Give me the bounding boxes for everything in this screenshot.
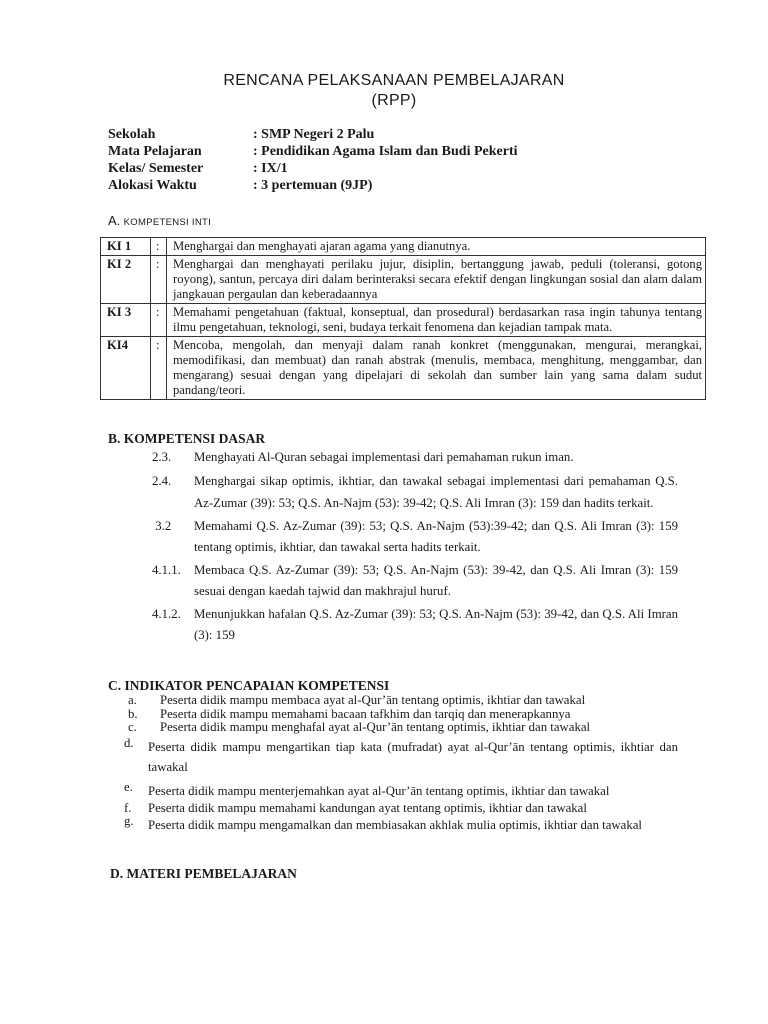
indikator-letter: a. xyxy=(128,693,137,707)
ki-separator: : xyxy=(151,337,167,400)
indikator-text: Peserta didik mampu menterjemahkan ayat al-Qur’ān tentang optimis, ikhtiar dan tawakal xyxy=(148,783,610,798)
info-value: : SMP Negeri 2 Palu xyxy=(253,127,375,142)
list-item xyxy=(152,516,678,558)
document-title: RENCANA PELAKSANAAN PEMBELAJARAN xyxy=(223,72,565,89)
indikator-text: Peserta didik mampu menghafal ayat al-Qur’ān tentang optimis, ikhtiar dan tawakal xyxy=(160,720,591,735)
ki-code: KI4 xyxy=(101,337,151,400)
info-value: : 3 pertemuan (9JP) xyxy=(253,178,373,193)
list-item xyxy=(128,708,678,722)
kompetensi-dasar-list xyxy=(152,447,678,647)
kd-number: 4.1.2. xyxy=(152,607,181,621)
kd-text: Menghargai sikap optimis, ikhtiar, dan tawakal sebagai implementasi dari pemahaman Q.S. Az-Zumar (39): 53; Q.S. An-Najm (53): 39-42; Q.S. Ali Imran (3): 159 dan hadits terkait. xyxy=(194,474,678,510)
kd-number: 4.1.1. xyxy=(152,563,181,577)
info-label: Alokasi Waktu xyxy=(108,178,197,193)
indikator-text: Peserta didik mampu memahami kandungan ayat tentang optimis, ikhtiar dan tawakal xyxy=(148,800,587,815)
info-label: Kelas/ Semester xyxy=(108,161,204,176)
ki-code: KI 1 xyxy=(101,238,151,256)
ki-code: KI 2 xyxy=(101,256,151,304)
list-item xyxy=(128,721,678,735)
ki-code: KI 3 xyxy=(101,304,151,337)
indikator-text: Peserta didik mampu memahami bacaan tafkhim dan tarqiq dan menerapkannya xyxy=(160,706,571,721)
kd-text: Membaca Q.S. Az-Zumar (39): 53; Q.S. An-Najm (53): 39-42, dan Q.S. Ali Imran (3): 159 sesuai dengan kaedah tajwid dan makhrajul huruf. xyxy=(194,563,678,598)
ki-text: Mencoba, mengolah, dan menyaji dalam ranah konkret (menggunakan, mengurai, merangkai, memodifikasi, dan membuat) dan ranah abstrak (menulis, membaca, menghitung, menggambar, dan mengarang) sesuai dengan yang dipelajari di sekolah dan sumber lain yang sama dalam sudut pandang/teori. xyxy=(167,337,706,400)
info-label: Sekolah xyxy=(108,127,156,142)
indikator-text: Peserta didik mampu mengartikan tiap kata (mufradat) ayat al-Qur’ān tentang optimis, ikhtiar dan tawakal xyxy=(148,739,678,774)
ki-text: Memahami pengetahuan (faktual, konseptual, dan prosedural) berdasarkan rasa ingin tahunya tentang ilmu pengetahuan, teknologi, seni, budaya terkait fenomena dan kejadian tampak mata. xyxy=(167,304,706,337)
section-c-heading: C. INDIKATOR PENCAPAIAN KOMPETENSI xyxy=(108,678,390,693)
indikator-letter: f. xyxy=(124,800,132,815)
list-item xyxy=(124,802,678,816)
kompetensi-inti-table xyxy=(100,237,706,400)
list-item xyxy=(124,815,678,835)
table-row xyxy=(101,238,706,256)
list-item xyxy=(152,447,678,468)
ki-separator: : xyxy=(151,238,167,256)
ki-text: Menghargai dan menghayati ajaran agama yang dianutnya. xyxy=(167,238,706,256)
info-value: : IX/1 xyxy=(253,161,288,176)
list-item xyxy=(124,737,678,777)
indikator-list xyxy=(124,693,678,835)
section-a-heading xyxy=(108,213,211,229)
list-item xyxy=(152,560,678,602)
section-title: KOMPETENSI INTI xyxy=(123,217,212,228)
kd-text: Menghayati Al-Quran sebagai implementasi dari pemahaman rukun iman. xyxy=(194,450,574,464)
list-item xyxy=(152,604,678,646)
ki-text: Menghargai dan menghayati perilaku jujur, disiplin, bertanggung jawab, peduli (toleransi, gotong royong), santun, percaya diri dalam berinteraksi secara efektif dengan lingkungan sosial dan alam dalam jangkauan pergaulan dan keberadaannya xyxy=(167,256,706,304)
list-item xyxy=(152,471,678,514)
table-row xyxy=(101,304,706,337)
section-d-heading: D. MATERI PEMBELAJARAN xyxy=(110,866,297,881)
list-item xyxy=(128,694,678,708)
section-b-heading: B. KOMPETENSI DASAR xyxy=(108,431,266,446)
info-label: Mata Pelajaran xyxy=(108,144,202,159)
ki-separator: : xyxy=(151,304,167,337)
identity-block xyxy=(108,126,518,194)
indikator-letter: c. xyxy=(128,720,137,735)
section-letter: A. xyxy=(108,213,121,228)
indikator-letter: g. xyxy=(124,814,134,829)
list-item xyxy=(124,781,678,801)
kd-text: Memahami Q.S. Az-Zumar (39): 53; Q.S. An-Najm (53):39-42; dan Q.S. Ali Imran (3): 159 tentang optimis, ikhtiar, dan tawakal serta hadits terkait. xyxy=(194,519,678,554)
info-row-alokasi-waktu xyxy=(108,177,518,194)
indikator-text: Peserta didik mampu mengamalkan dan membiasakan akhlak mulia optimis, ikhtiar dan tawakal xyxy=(148,818,642,833)
kd-number: 2.3. xyxy=(152,450,172,464)
kd-text: Menunjukkan hafalan Q.S. Az-Zumar (39): 53; Q.S. An-Najm (53): 39-42, dan Q.S. Ali Imran (3): 159 xyxy=(194,607,678,642)
table-row xyxy=(101,256,706,304)
document-subtitle: (RPP) xyxy=(371,92,417,109)
indikator-letter: d. xyxy=(124,735,134,750)
info-row-kelas-semester xyxy=(108,160,518,177)
table-row xyxy=(101,337,706,400)
kd-number: 3.2 xyxy=(152,519,172,533)
indikator-text: Peserta didik mampu membaca ayat al-Qur’ān tentang optimis, ikhtiar dan tawakal xyxy=(160,693,586,707)
kd-number: 2.4. xyxy=(152,474,172,488)
indikator-letter: e. xyxy=(124,779,133,794)
indikator-letter: b. xyxy=(128,706,138,721)
info-row-mata-pelajaran xyxy=(108,143,518,160)
ki-separator: : xyxy=(151,256,167,304)
info-row-sekolah xyxy=(108,126,518,143)
info-value: : Pendidikan Agama Islam dan Budi Pekerti xyxy=(253,144,518,159)
